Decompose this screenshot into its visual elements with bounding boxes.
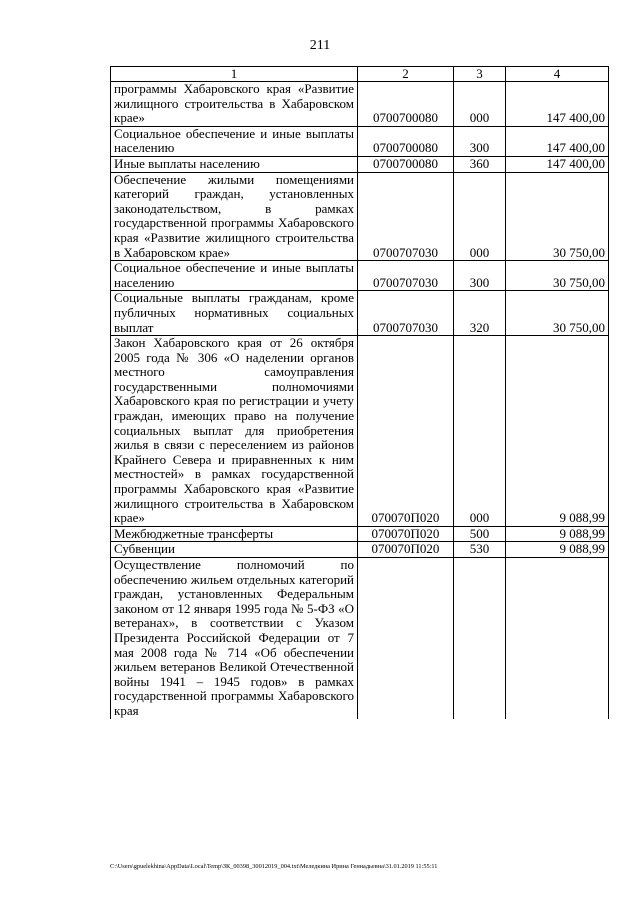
- table-row: [111, 156, 609, 172]
- row-name: Социальное обеспечение и иные выплаты населению: [111, 126, 358, 156]
- row-sum: 9 088,99: [506, 526, 609, 542]
- row-vr: 360: [454, 156, 506, 172]
- row-code: 070070П020: [358, 336, 454, 527]
- row-sum: 9 088,99: [506, 336, 609, 527]
- table-header-row: [111, 67, 609, 82]
- row-sum: 147 400,00: [506, 126, 609, 156]
- row-code: 0700707030: [358, 261, 454, 291]
- row-name: Обеспечение жилыми помещениями категорий граждан, установленных законодательством, в рамках государственной программы Хабаровского края «Развитие жилищного строительства в Хабаровском крае»: [111, 172, 358, 261]
- row-code: 0700707030: [358, 172, 454, 261]
- header-col-3: 3: [454, 67, 506, 82]
- table-row: [111, 261, 609, 291]
- row-name: Социальные выплаты гражданам, кроме публичных нормативных социальных выплат: [111, 291, 358, 336]
- header-col-4: 4: [506, 67, 609, 82]
- row-name: Осуществление полномочий по обеспечению жильем отдельных категорий граждан, установленных Федеральным законом от 12 января 1995 года № 5-ФЗ «О ветеранах», в соответствии с Указом Президента Российской Федерации от 7 мая 2008 года № 714 «Об обеспечении жильем ветеранов Великой Отечественной войны 1941 – 1945 годов» в рамках государственной программы Хабаровского края: [111, 558, 358, 719]
- table-row: [111, 526, 609, 542]
- row-sum: 147 400,00: [506, 156, 609, 172]
- row-code: 0700700080: [358, 82, 454, 127]
- header-col-1: 1: [111, 67, 358, 82]
- row-vr: 300: [454, 261, 506, 291]
- page-number: 211: [309, 38, 331, 53]
- row-code: 070070П020: [358, 542, 454, 558]
- table-row: [111, 558, 609, 719]
- row-code: 0700700080: [358, 126, 454, 156]
- table-row: [111, 542, 609, 558]
- row-code: 070070П020: [358, 526, 454, 542]
- row-vr: [454, 558, 506, 719]
- table-row: [111, 82, 609, 127]
- row-name: Субвенции: [111, 542, 358, 558]
- row-sum: 9 088,99: [506, 542, 609, 558]
- table-row: [111, 126, 609, 156]
- row-name: Иные выплаты населению: [111, 156, 358, 172]
- row-sum: 30 750,00: [506, 172, 609, 261]
- row-vr: 500: [454, 526, 506, 542]
- row-vr: 000: [454, 336, 506, 527]
- table-row: [111, 172, 609, 261]
- row-vr: 300: [454, 126, 506, 156]
- row-vr: 320: [454, 291, 506, 336]
- table-row: [111, 336, 609, 527]
- row-name: Закон Хабаровского края от 26 октября 2005 года № 306 «О наделении органов местного самоуправления государственными полномочиями Хабаровского края по регистрации и учету граждан, имеющих право на получение социальных выплат для приобретения жилья в связи с переселением из районов Крайнего Севера и приравненных к ним местностей» в рамках государственной программы Хабаровского края «Развитие жилищного строительства в Хабаровском крае»: [111, 336, 358, 527]
- row-code: 0700707030: [358, 291, 454, 336]
- row-name: Межбюджетные трансферты: [111, 526, 358, 542]
- row-vr: 000: [454, 172, 506, 261]
- row-sum: 30 750,00: [506, 291, 609, 336]
- row-vr: 000: [454, 82, 506, 127]
- row-sum: [506, 558, 609, 719]
- file-path-footer: C:\Users\gpuelekhina\AppData\Local\Temp\ЗК_00398_30012019_004.txt\Меледкина Ирина Геннадьевна\31.01.2019 11:55:11: [110, 863, 438, 870]
- header-col-2: 2: [358, 67, 454, 82]
- row-code: [358, 558, 454, 719]
- budget-table: [110, 66, 609, 719]
- row-name: программы Хабаровского края «Развитие жилищного строительства в Хабаровском крае»: [111, 82, 358, 127]
- row-sum: 30 750,00: [506, 261, 609, 291]
- row-name: Социальное обеспечение и иные выплаты населению: [111, 261, 358, 291]
- row-code: 0700700080: [358, 156, 454, 172]
- row-vr: 530: [454, 542, 506, 558]
- table-row: [111, 291, 609, 336]
- row-sum: 147 400,00: [506, 82, 609, 127]
